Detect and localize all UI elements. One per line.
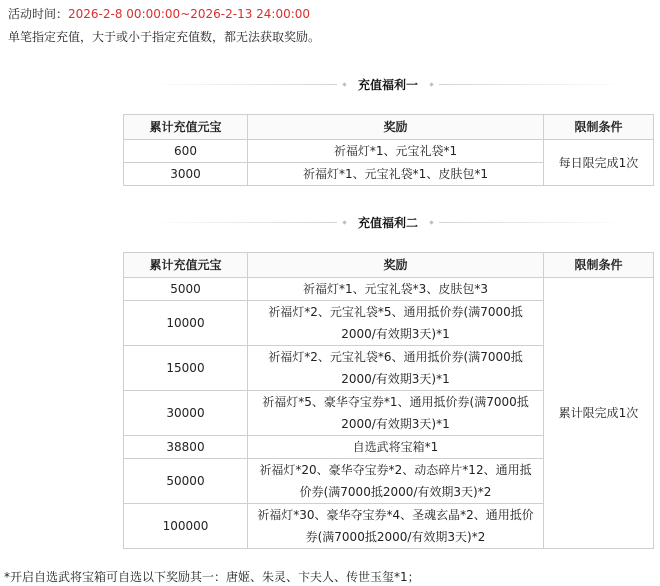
reward-cell: 祈福灯*2、元宝礼袋*6、通用抵价券(满7000抵2000/有效期3天)*1 (248, 346, 544, 391)
divider-right (439, 84, 629, 85)
divider-dot-icon (342, 82, 346, 86)
header-reward: 奖励 (248, 253, 544, 278)
divider-dot-icon (429, 220, 433, 224)
rule-note: 单笔指定充值，大于或小于指定充值数，都无法获取奖励。 (8, 30, 321, 44)
reward-table-2 (123, 252, 654, 549)
table-row (124, 278, 654, 301)
reward-table-1 (123, 114, 654, 186)
header-reward: 奖励 (248, 115, 544, 140)
divider-left (147, 222, 337, 223)
header-amount: 累计充值元宝 (124, 253, 248, 278)
footnote: *开启自选武将宝箱可自选以下奖励其一：唐姬、朱灵、卞夫人、传世玉玺*1； (4, 570, 420, 584)
amount-cell: 3000 (124, 163, 248, 186)
table-header-row (124, 115, 654, 140)
section-heading-1 (123, 74, 653, 94)
divider-left (147, 84, 337, 85)
amount-cell: 10000 (124, 301, 248, 346)
limit-cell: 每日限完成1次 (544, 140, 654, 186)
amount-cell: 600 (124, 140, 248, 163)
table-header-row (124, 253, 654, 278)
amount-cell: 15000 (124, 346, 248, 391)
event-time (8, 5, 310, 22)
amount-cell: 100000 (124, 504, 248, 549)
section-title: 充值福利一 (357, 77, 418, 92)
reward-cell: 祈福灯*1、元宝礼袋*1、皮肤包*1 (248, 163, 544, 186)
amount-cell: 50000 (124, 459, 248, 504)
table-row (124, 140, 654, 163)
event-time-label: 活动时间： (8, 7, 69, 21)
reward-cell: 祈福灯*1、元宝礼袋*1 (248, 140, 544, 163)
reward-cell: 祈福灯*20、豪华夺宝券*2、动态碎片*12、通用抵价券(满7000抵2000/有效期3天)*2 (248, 459, 544, 504)
limit-cell: 累计限完成1次 (544, 278, 654, 549)
divider-dot-icon (429, 82, 433, 86)
amount-cell: 38800 (124, 436, 248, 459)
amount-cell: 30000 (124, 391, 248, 436)
event-time-value: 2026-2-8 00:00:00~2026-2-13 24:00:00 (68, 7, 311, 21)
reward-cell: 祈福灯*5、豪华夺宝券*1、通用抵价券(满7000抵2000/有效期3天)*1 (248, 391, 544, 436)
reward-cell: 祈福灯*1、元宝礼袋*3、皮肤包*3 (248, 278, 544, 301)
amount-cell: 5000 (124, 278, 248, 301)
reward-cell: 祈福灯*2、元宝礼袋*5、通用抵价券(满7000抵2000/有效期3天)*1 (248, 301, 544, 346)
section-heading-2 (123, 212, 653, 232)
header-limit: 限制条件 (544, 253, 654, 278)
section-title: 充值福利二 (357, 215, 418, 230)
reward-cell: 自选武将宝箱*1 (248, 436, 544, 459)
divider-dot-icon (342, 220, 346, 224)
reward-cell: 祈福灯*30、豪华夺宝券*4、圣魂玄晶*2、通用抵价券(满7000抵2000/有效期3天)*2 (248, 504, 544, 549)
header-amount: 累计充值元宝 (124, 115, 248, 140)
divider-right (439, 222, 629, 223)
header-limit: 限制条件 (544, 115, 654, 140)
